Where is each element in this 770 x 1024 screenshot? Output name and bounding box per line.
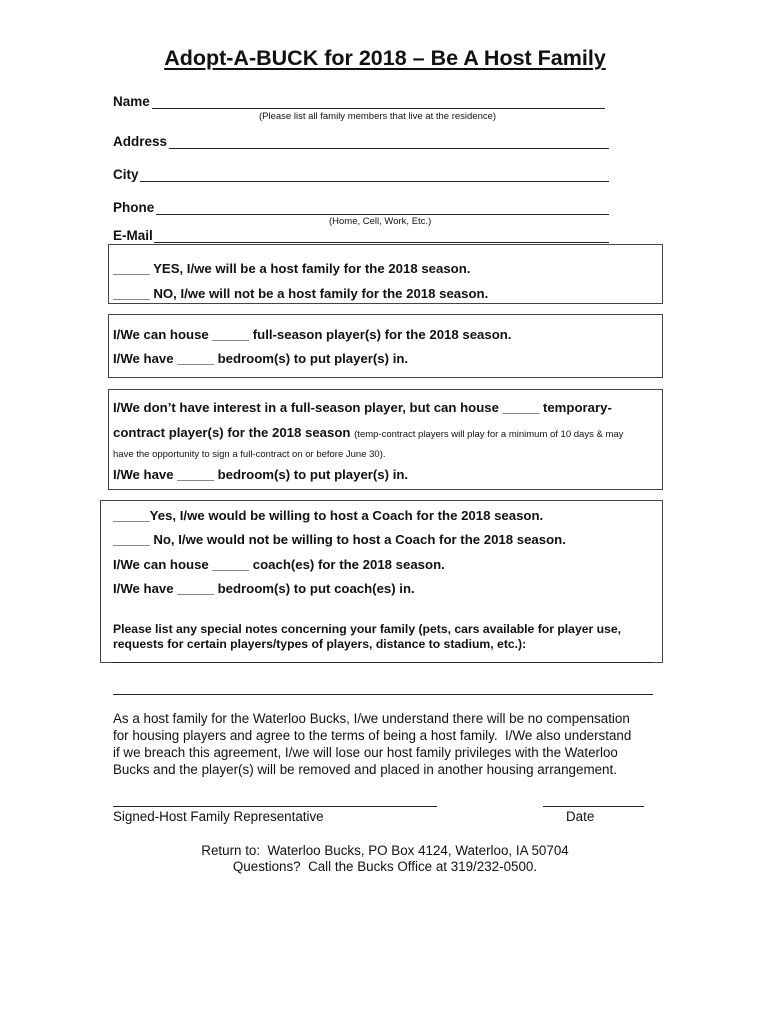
- email-label: E-Mail: [113, 228, 153, 243]
- questions-line: Questions? Call the Bucks Office at 319/232-0500.: [232, 859, 538, 874]
- date-label: Date: [566, 809, 595, 824]
- notes-field-line-1[interactable]: [113, 662, 651, 663]
- city-label: City: [113, 167, 139, 182]
- name-hint: (Please list all family members that live at the residence): [259, 111, 497, 122]
- temporary-line-2: [113, 425, 623, 440]
- coach-bedrooms-line[interactable]: I/We have _____ bedroom(s) to put coach(es) in.: [113, 581, 415, 596]
- city-field[interactable]: [140, 181, 609, 182]
- coach-no-option[interactable]: _____ No, I/we would not be willing to host a Coach for the 2018 season.: [113, 532, 566, 547]
- phone-label: Phone: [113, 200, 155, 215]
- host-yes-option[interactable]: _____ YES, I/we will be a host family for the 2018 season.: [113, 261, 471, 276]
- full-season-bedrooms-line[interactable]: I/We have _____ bedroom(s) to put player(s) in.: [113, 351, 409, 366]
- agreement-line-1: As a host family for the Waterloo Bucks, I/we understand there will be no compensation: [113, 711, 630, 726]
- page-title: Adopt-A-BUCK for 2018 – Be A Host Family: [164, 46, 606, 70]
- temporary-note: (temp-contract players will play for a minimum of 10 days & may: [354, 429, 624, 440]
- address-field[interactable]: [169, 148, 609, 149]
- name-field[interactable]: [152, 108, 605, 109]
- agreement-line-3: if we breach this agreement, I/we will lose our host family privileges with the Waterloo: [113, 745, 618, 760]
- signature-field[interactable]: [113, 806, 437, 807]
- address-label: Address: [113, 134, 168, 149]
- full-season-box: [108, 314, 663, 378]
- coach-yes-option[interactable]: _____Yes, I/we would be willing to host a Coach for the 2018 season.: [113, 508, 544, 523]
- notes-prompt-line-2: requests for certain players/types of players, distance to stadium, etc.):: [113, 637, 527, 651]
- signature-label: Signed-Host Family Representative: [113, 809, 324, 824]
- host-no-option[interactable]: _____ NO, I/we will not be a host family for the 2018 season.: [113, 286, 489, 301]
- notes-prompt-line-1: Please list any special notes concerning your family (pets, cars available for player use,: [113, 622, 622, 636]
- temporary-line-3: have the opportunity to sign a full-contract on or before June 30).: [113, 449, 386, 460]
- phone-field[interactable]: [156, 214, 609, 215]
- temporary-bedrooms-line[interactable]: I/We have _____ bedroom(s) to put player(s) in.: [113, 467, 409, 482]
- full-season-house-line[interactable]: I/We can house _____ full-season player(s) for the 2018 season.: [113, 327, 512, 342]
- return-address: Return to: Waterloo Bucks, PO Box 4124, Waterloo, IA 50704: [201, 843, 569, 858]
- date-field[interactable]: [543, 806, 644, 807]
- agreement-line-4: Bucks and the player(s) will be removed and placed in another housing arrangement.: [113, 762, 617, 777]
- temporary-line-1[interactable]: I/We don’t have interest in a full-season player, but can house _____ temporary-: [113, 400, 612, 415]
- email-field[interactable]: [154, 242, 609, 243]
- temporary-line-2-text: contract player(s) for the 2018 season: [113, 425, 351, 440]
- name-label: Name: [113, 94, 150, 109]
- agreement-line-2: for housing players and agree to the terms of being a host family. I/We also understand: [113, 728, 632, 743]
- notes-field-line-2[interactable]: [113, 694, 653, 695]
- coach-house-line[interactable]: I/We can house _____ coach(es) for the 2018 season.: [113, 557, 445, 572]
- phone-hint: (Home, Cell, Work, Etc.): [329, 216, 432, 227]
